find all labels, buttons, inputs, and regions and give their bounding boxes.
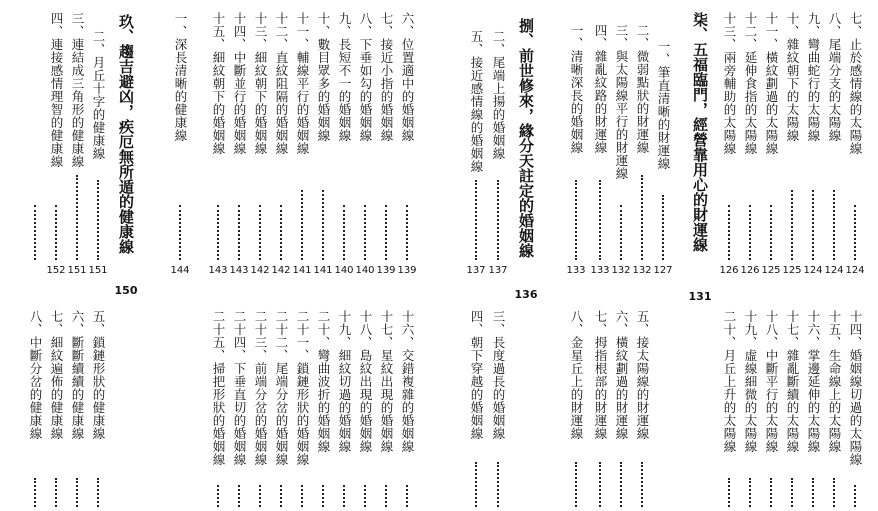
entry-title: 八、下垂如勾的婚姻線: [358, 12, 373, 142]
toc-entry-bottom-18: [292, 0, 312, 511]
entry-title: 五、接近感情線的婚姻線: [469, 30, 484, 173]
page-number: 124: [824, 265, 844, 276]
section-heading-9: [112, 0, 140, 300]
entry-title: 六、橫紋劃過的財運線: [614, 310, 629, 440]
entry-title: 十五、生命線上的太陽線: [827, 310, 842, 453]
leader-dots: [97, 478, 99, 507]
entry-title: 二十四、下垂直切的婚姻線: [232, 310, 247, 466]
page-number: 142: [271, 265, 291, 276]
leader-dots: [238, 485, 240, 507]
entry-title: 十五、細紋朝下的婚姻線: [211, 12, 226, 155]
toc-entry-bottom-7: [632, 0, 652, 511]
entry-title: 十八、中斷平行的太陽線: [764, 310, 779, 453]
section-heading-8: [512, 0, 540, 300]
entry-title: 三、長度過長的婚姻線: [491, 310, 506, 440]
entry-title: 十三、細紋朝下的婚姻線: [253, 12, 268, 155]
page-number: 127: [653, 265, 673, 276]
section-page: 150: [114, 284, 138, 297]
leader-dots: [55, 478, 57, 507]
section-heading-7: [686, 0, 714, 303]
page-number: 141: [313, 265, 333, 276]
toc-entry-bottom-5: [740, 0, 760, 511]
page-number: 133: [566, 265, 586, 276]
entry-title: 十六、掌邊延伸的太陽線: [806, 310, 821, 453]
entry-title: 三、與太陽線平行的財運線: [614, 24, 629, 180]
page-number: 132: [632, 265, 652, 276]
entry-title: 十三、兩旁輔助的太陽線: [722, 12, 737, 155]
entry-title: 二十、月丘上升的太陽線: [722, 310, 737, 453]
leader-dots: [217, 485, 219, 507]
leader-dots: [620, 462, 622, 507]
toc-entry-bottom-14: [376, 0, 396, 511]
entry-title: 十二、延伸食指的太陽線: [743, 12, 758, 155]
page-number: 126: [740, 265, 760, 276]
page-number: 125: [782, 265, 802, 276]
page-number: 151: [88, 265, 108, 276]
leader-dots: [475, 462, 477, 507]
entry-title: 十二、直紋阻隔的婚姻線: [274, 12, 289, 155]
toc-entry-top-24: [170, 0, 190, 511]
leader-dots: [770, 478, 772, 507]
entry-title: 四、朝下穿越的婚姻線: [469, 310, 484, 440]
toc-entry-bottom-3: [782, 0, 802, 511]
toc-entry-bottom-21: [229, 0, 249, 511]
entry-title: 九、彎曲蛇行的太陽線: [806, 12, 821, 142]
section-page: 131: [688, 290, 712, 303]
page-number: 143: [229, 265, 249, 276]
leader-dots: [76, 478, 78, 507]
toc-entry-bottom-8: [611, 0, 631, 511]
page-number: 143: [208, 265, 228, 276]
page-number: 151: [67, 265, 87, 276]
leader-dots: [179, 205, 181, 260]
entry-title: 二十、彎曲波折的婚姻線: [316, 310, 331, 453]
entry-title: 十一、輔線平行的婚姻線: [295, 12, 310, 155]
entry-title: 五、鎖鏈形狀的健康線: [91, 310, 106, 440]
entry-title: 一、筆直清晰的財運線: [656, 40, 671, 170]
entry-title: 二十一、鎖鏈形狀的婚姻線: [295, 310, 310, 466]
entry-title: 九、長短不一的婚姻線: [337, 12, 352, 142]
toc-entry-bottom-24: [67, 0, 87, 511]
page-number: 133: [590, 265, 610, 276]
page-number: 140: [334, 265, 354, 276]
entry-title: 十九、虛線細微的太陽線: [743, 310, 758, 453]
section-title: 柒、五福臨門，經營靠用心的財運線: [691, 12, 709, 252]
toc-entry-bottom-0: [845, 0, 865, 511]
toc-entry-bottom-23: [88, 0, 108, 511]
toc-entry-bottom-20: [250, 0, 270, 511]
leader-dots: [641, 462, 643, 507]
entry-title: 二、尾端上揚的婚姻線: [491, 30, 506, 160]
toc-entry-bottom-4: [761, 0, 781, 511]
leader-dots: [599, 462, 601, 507]
page-number: 124: [845, 265, 865, 276]
page-number: 152: [46, 265, 66, 276]
toc-entry-bottom-1: [824, 0, 844, 511]
entry-title: 十八、島紋出現的婚姻線: [358, 310, 373, 453]
entry-title: 三、連結成三角形的健康線: [70, 12, 85, 168]
entry-title: 五、接太陽線的財運線: [635, 310, 650, 440]
leader-dots: [791, 478, 793, 507]
page-number: 139: [397, 265, 417, 276]
page-number: 141: [292, 265, 312, 276]
entry-title: 七、拇指根部的財運線: [593, 310, 608, 440]
toc-entry-bottom-25: [46, 0, 66, 511]
entry-title: 八、金星丘上的財運線: [569, 310, 584, 440]
entry-title: 七、接近小指的婚姻線: [379, 12, 394, 142]
section-title: 捌、前世修來，緣分天註定的婚姻線: [517, 18, 535, 258]
toc-entry-bottom-2: [803, 0, 823, 511]
entry-title: 二、月丘十字的健康線: [91, 30, 106, 160]
entry-title: 十七、星紋出現的婚姻線: [379, 310, 394, 453]
toc-entry-bottom-17: [313, 0, 333, 511]
entry-title: 十、雜紋朝下的太陽線: [785, 12, 800, 142]
toc-entry-bottom-26: [25, 0, 45, 511]
page-number: 137: [466, 265, 486, 276]
toc-entry-bottom-9: [590, 0, 610, 511]
entry-title: 十、數目眾多的婚姻線: [316, 12, 331, 142]
page-number: 140: [355, 265, 375, 276]
leader-dots: [280, 485, 282, 507]
page-number: 132: [611, 265, 631, 276]
toc-entry-bottom-15: [355, 0, 375, 511]
page-number: 124: [803, 265, 823, 276]
toc-entry-bottom-16: [334, 0, 354, 511]
toc-entry-bottom-11: [488, 0, 508, 511]
section-page: 136: [514, 288, 538, 301]
leader-dots: [728, 478, 730, 507]
page-number: 144: [170, 265, 190, 276]
page-number: 125: [761, 265, 781, 276]
page-number: 126: [719, 265, 739, 276]
leader-dots: [364, 485, 366, 507]
toc-entry-top-7: [653, 0, 673, 511]
leader-dots: [749, 478, 751, 507]
page-number: 137: [488, 265, 508, 276]
entry-title: 六、位置適中的婚姻線: [400, 12, 415, 142]
toc-entry-bottom-13: [397, 0, 417, 511]
entry-title: 七、止於感情線的太陽線: [848, 12, 863, 155]
entry-title: 四、連接感情理智的健康線: [49, 12, 64, 168]
page-number: 142: [250, 265, 270, 276]
leader-dots: [322, 485, 324, 507]
leader-dots: [259, 485, 261, 507]
entry-title: 八、尾端分支的太陽線: [827, 12, 842, 142]
entry-title: 四、雜亂紋路的財運線: [593, 24, 608, 154]
toc-entry-bottom-10: [566, 0, 586, 511]
entry-title: 二十三、前端分岔的婚姻線: [253, 310, 268, 466]
leader-dots: [812, 478, 814, 507]
page-number: 139: [376, 265, 396, 276]
entry-title: 六、斷斷續續的健康線: [70, 310, 85, 440]
entry-title: 十四、中斷並行的婚姻線: [232, 12, 247, 155]
section-title: 玖、趨吉避凶，疾厄無所遁的健康線: [117, 14, 135, 254]
entry-title: 十一、橫紋劃過的太陽線: [764, 12, 779, 155]
toc-entry-bottom-22: [208, 0, 228, 511]
toc-entry-bottom-6: [719, 0, 739, 511]
entry-title: 八、中斷分岔的健康線: [28, 310, 43, 440]
leader-dots: [497, 462, 499, 507]
leader-dots: [575, 462, 577, 507]
entry-title: 二十五、掃把形狀的婚姻線: [211, 310, 226, 466]
entry-title: 二、微弱點狀的財運線: [635, 24, 650, 154]
entry-title: 一、清晰深長的婚姻線: [569, 24, 584, 154]
entry-title: 十四、婚姻線切過的太陽線: [848, 310, 863, 466]
leader-dots: [854, 485, 856, 507]
toc-entry-bottom-19: [271, 0, 291, 511]
entry-title: 十七、雜亂斷續的太陽線: [785, 310, 800, 453]
entry-title: 十九、細紋切過的婚姻線: [337, 310, 352, 453]
leader-dots: [301, 485, 303, 507]
leader-dots: [385, 485, 387, 507]
leader-dots: [833, 478, 835, 507]
leader-dots: [343, 485, 345, 507]
entry-title: 二十二、尾端分岔的婚姻線: [274, 310, 289, 466]
entry-title: 七、細紋遍佈的健康線: [49, 310, 64, 440]
leader-dots: [662, 195, 664, 260]
leader-dots: [34, 478, 36, 507]
entry-title: 十六、交錯複雜的婚姻線: [400, 310, 415, 453]
entry-title: 一、深長清晰的健康線: [173, 12, 188, 142]
toc-entry-bottom-12: [466, 0, 486, 511]
leader-dots: [406, 485, 408, 507]
